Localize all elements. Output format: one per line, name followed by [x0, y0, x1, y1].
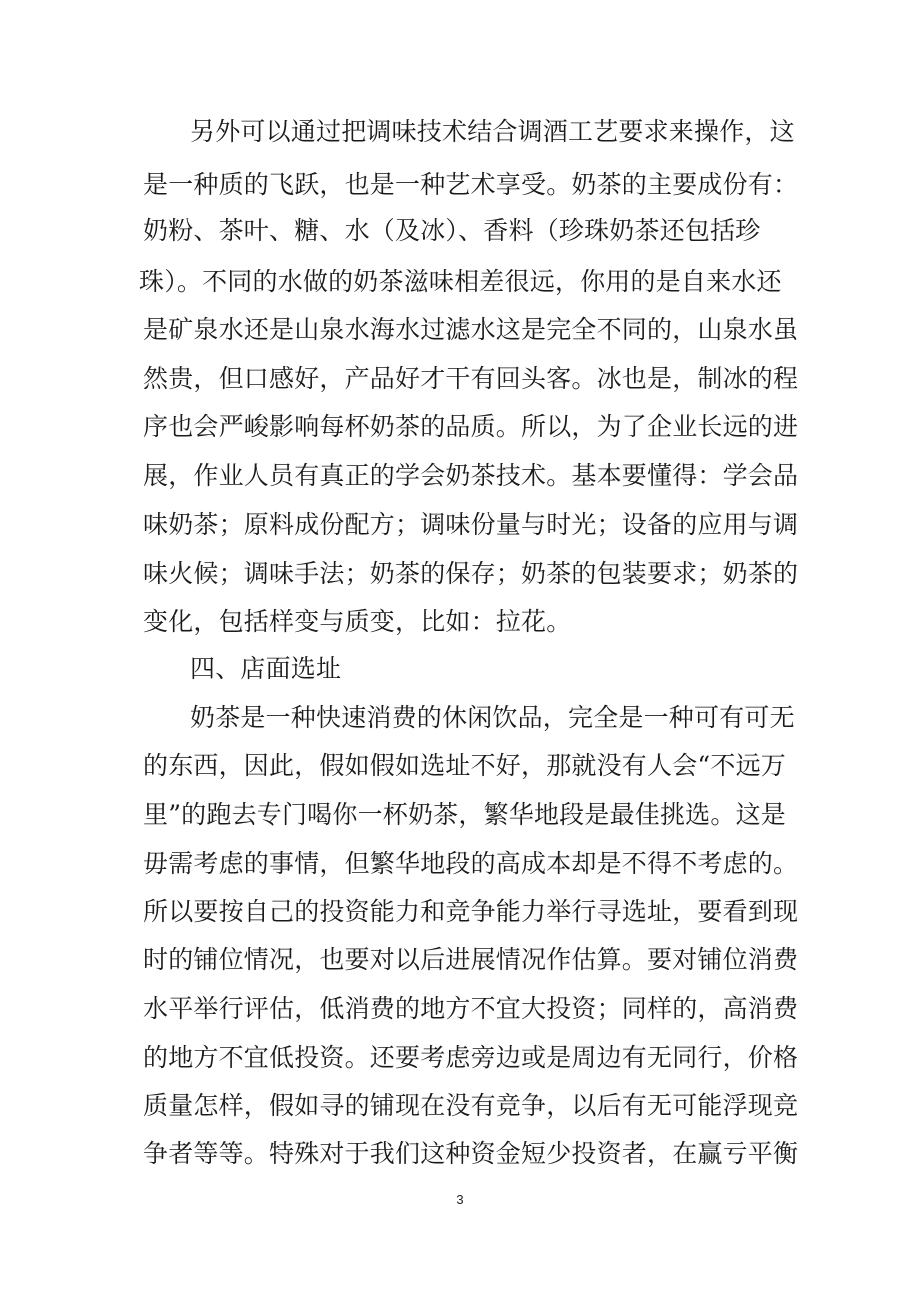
paragraph-line: 所以要按自己的投资能力和竞争能力举行寻选址，要看到现: [143, 897, 799, 926]
paragraph-line: 的东西，因此，假如假如选址不好，那就没有人会“不远万: [143, 751, 786, 780]
paragraph-line: 是矿泉水还是山泉水海水过滤水这是完全不同的，山泉水虽: [143, 315, 799, 344]
paragraph-line: 争者等等。特殊对于我们这种资金短少投资者，在赢亏平衡: [143, 1139, 799, 1168]
paragraph-line: 质量怎样，假如寻的铺现在没有竞争，以后有无可能浮现竞: [143, 1091, 799, 1120]
paragraph-line: 展，作业人员有真正的学会奶茶技术。基本要懂得：学会品: [143, 461, 799, 490]
paragraph-line: 变化，包括样变与质变，比如：拉花。: [143, 607, 572, 636]
paragraph-line: 水平举行评估，低消费的地方不宜大投资；同样的，高消费: [143, 994, 799, 1023]
paragraph-line: 毋需考虑的事情，但繁华地段的高成本却是不得不考虑的。: [143, 849, 799, 878]
paragraph-line: 味奶茶；原料成份配方；调味份量与时光；设备的应用与调: [143, 510, 799, 539]
section-heading: 四、店面选址: [190, 654, 342, 683]
page-number: 3: [456, 1192, 464, 1207]
paragraph-line: 时的铺位情况，也要对以后进展情况作估算。要对铺位消费: [143, 945, 799, 974]
paragraph-line: 是一种质的飞跃，也是一种艺术享受。奶茶的主要成份有：: [143, 170, 799, 199]
paragraph-line: 珠）。不同的水做的奶茶滋味相差很远，你用的是自来水还: [139, 267, 782, 296]
paragraph-line: 另外可以通过把调味技术结合调酒工艺要求来操作，这: [190, 117, 795, 146]
paragraph-line: 序也会严峻影响每杯奶茶的品质。所以，为了企业长远的进: [143, 412, 799, 441]
paragraph-line: 奶粉、茶叶、糖、水（及冰）、香料（珍珠奶茶还包括珍: [143, 216, 761, 245]
paragraph-line: 奶茶是一种快速消费的休闲饮品，完全是一种可有可无: [190, 703, 795, 732]
paragraph-line: 然贵，但口感好，产品好才干有回头客。冰也是，制冰的程: [143, 364, 799, 393]
paragraph-line: 的地方不宜低投资。还要考虑旁边或是周边有无同行，价格: [143, 1043, 799, 1072]
paragraph-line: 味火候；调味手法；奶茶的保存；奶茶的包装要求；奶茶的: [143, 559, 799, 588]
paragraph-line: 里”的跑去专门喝你一杯奶茶，繁华地段是最佳挑选。这是: [143, 800, 786, 829]
